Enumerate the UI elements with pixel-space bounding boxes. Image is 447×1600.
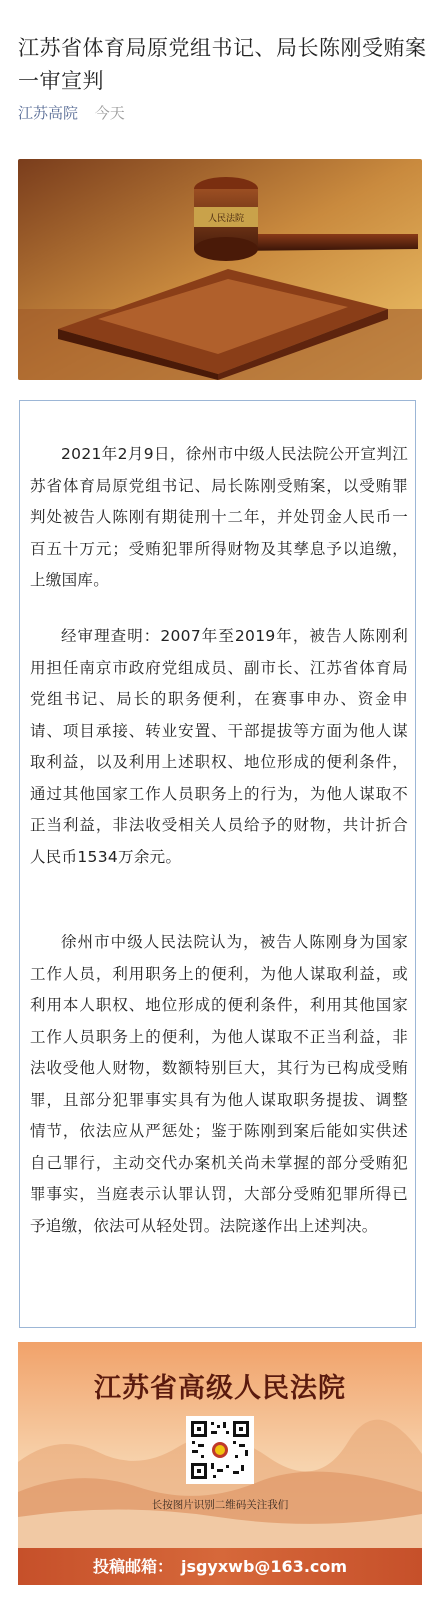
article-meta	[18, 102, 125, 123]
qr-caption: 长按图片识别二维码关注我们	[151, 1499, 289, 1511]
paragraph-3: 徐州市中级人民法院认为，被告人陈刚身为国家工作人员，利用职务上的便利，为他人谋取利益，或利用本人职权、地位形成的便利条件，利用其他国家工作人员职务上的便利，为他人谋取不正当利益，非法收受他人财物，数额特别巨大，其行为已构成受贿罪，且部分犯罪事实具有为他人谋取职务提拔、调整情节，依法应从严惩处；鉴于陈刚到案后能如实供述自己罪行，主动交代办案机关尚未掌握的部分受贿犯罪事实，当庭表示认罪认罚，大部分受贿犯罪所得已予追缴，依法可从轻处罚。法院遂作出上述判决。	[30, 933, 408, 1235]
article-body	[19, 400, 416, 1328]
qr-code[interactable]	[186, 1416, 254, 1484]
gavel-image[interactable]	[18, 159, 422, 380]
paragraph-1: 2021年2月9日，徐州市中级人民法院公开宣判江苏省体育局原党组书记、局长陈刚受贿案，以受贿罪判处被告人陈刚有期徒刑十二年，并处罚金人民币一百五十万元；受贿犯罪所得财物及其孳息予以追缴，上缴国库。	[30, 445, 408, 589]
article-title: 江苏省体育局原党组书记、局长陈刚受贿案一审宣判	[18, 36, 427, 94]
email-address[interactable]: jsgyxwb@163.com	[180, 1557, 348, 1576]
court-banner-image[interactable]	[18, 1342, 422, 1548]
email-label: 投稿邮箱：	[92, 1557, 173, 1576]
paragraph-2: 经审理查明：2007年至2019年，被告人陈刚利用担任南京市政府党组成员、副市长、江苏省体育局党组书记、局长的职务便利，在赛事申办、资金申请、项目承接、转业安置、干部提拔等方面为他人谋取利益，以及利用上述职权、地位形成的便利条件，通过其他国家工作人员职务上的行为，为他人谋取不正当利益，非法收受相关人员给予的财物，共计折合人民币1534万余元。	[30, 627, 408, 866]
submission-email-bar	[18, 1548, 422, 1585]
source-account-link[interactable]: 江苏高院	[18, 104, 79, 122]
gavel-band-text: 人民法院	[207, 213, 245, 223]
publish-date: 今天	[94, 104, 125, 122]
banner-title: 江苏省高级人民法院	[94, 1373, 346, 1404]
